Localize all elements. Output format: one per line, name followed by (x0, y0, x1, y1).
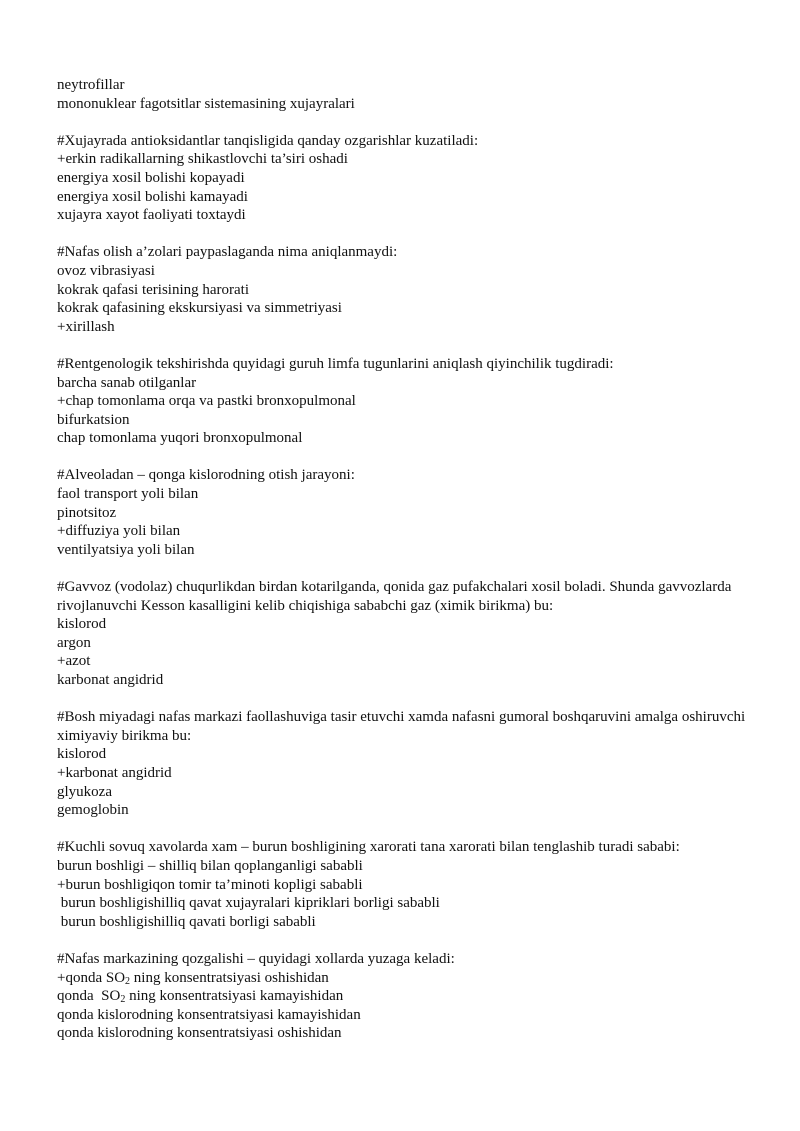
question-block-2 (57, 243, 757, 336)
question-block-7 (57, 838, 757, 931)
answer-option: xujayra xayot faoliyati toxtaydi (57, 207, 246, 224)
question-text: #Kuchli sovuq xavolarda xam – burun boshligining xarorati tana xarorati bilan tenglashib turadi sababi: (57, 839, 680, 856)
subscript-number: 2 (125, 975, 131, 987)
answer-option: energiya xosil bolishi kopayadi (57, 169, 245, 186)
answer-option: kokrak qafasi terisining harorati (57, 281, 250, 298)
answer-option: burun boshligi – shilliq bilan qoplanganligi sababli (57, 857, 363, 874)
question-text: #Nafas olish a’zolari paypaslaganda nima aniqlanmaydi: (57, 244, 398, 261)
answer-option: energiya xosil bolishi kamayadi (57, 188, 248, 205)
answer-option: +azot (57, 653, 91, 670)
question-text: #Bosh miyadagi nafas markazi faollashuviga tasir etuvchi xamda nafasni gumoral boshqaruvini amalga oshiruvchi ximiyaviy birikma bu: (57, 709, 746, 744)
answer-option: argon (57, 634, 91, 651)
answer-option: burun boshligishilliq qavati borligi sababli (57, 913, 316, 930)
answer-option: burun boshligishilliq qavat xujayralari kipriklari borligi sababli (57, 895, 440, 912)
option-text-end: ning konsentratsiyasi kamayishidan (125, 988, 344, 1005)
answer-option: +karbonat angidrid (57, 764, 172, 781)
answer-option: ovoz vibrasiyasi (57, 262, 155, 279)
question-block-3 (57, 355, 757, 448)
answer-option: kislorod (57, 746, 107, 763)
question-block-6 (57, 708, 757, 820)
answer-option: pinotsitoz (57, 504, 117, 521)
question-block-1 (57, 132, 757, 225)
answer-option: +erkin radikallarning shikastlovchi ta’siri oshadi (57, 151, 348, 168)
question-block-5 (57, 578, 757, 690)
answer-option: barcha sanab otilganlar (57, 374, 197, 391)
intro-line: neytrofillar (57, 77, 125, 93)
answer-option: qonda kislorodning konsentratsiyasi oshishidan (57, 1025, 342, 1042)
option-text-start: +qonda SO (57, 969, 126, 986)
answer-option: chap tomonlama yuqori bronxopulmonal (57, 430, 303, 447)
question-block-4 (57, 466, 757, 559)
answer-option: kislorod (57, 616, 107, 633)
intro-block (57, 76, 757, 113)
answer-option (57, 969, 757, 988)
document-page (57, 76, 757, 1061)
subscript-number: 2 (120, 994, 126, 1006)
answer-option: +xirillash (57, 318, 115, 335)
answer-option: kokrak qafasining ekskursiyasi va simmetriyasi (57, 300, 342, 317)
question-text: #Nafas markazining qozgalishi – quyidagi xollarda yuzaga keladi: (57, 950, 455, 967)
answer-option: karbonat angidrid (57, 672, 164, 688)
option-text-end: ning konsentratsiyasi oshishidan (130, 969, 329, 986)
answer-option: bifurkatsion (57, 411, 130, 428)
answer-option: glyukoza (57, 783, 112, 800)
answer-option (57, 987, 757, 1006)
answer-option: +chap tomonlama orqa va pastki bronxopulmonal (57, 393, 356, 410)
answer-option: qonda kislorodning konsentratsiyasi kamayishidan (57, 1006, 361, 1023)
question-text: #Rentgenologik tekshirishda quyidagi guruh limfa tugunlarini aniqlash qiyinchilik tugdiradi: (57, 355, 614, 372)
option-text-start: qonda SO (57, 988, 121, 1005)
answer-option: faol transport yoli bilan (57, 486, 199, 503)
answer-option: +burun boshligiqon tomir ta’minoti kopligi sababli (57, 876, 363, 893)
answer-option: +diffuziya yoli bilan (57, 523, 181, 540)
question-text: #Gavvoz (vodolaz) chuqurlikdan birdan kotarilganda, qonida gaz pufakchalari xosil boladi. Shunda gavvozlarda rivojlanuvchi Kesson kasalligini kelib chiqishiga sababchi gaz (ximik birikma) bu: (57, 579, 732, 614)
answer-option: ventilyatsiya yoli bilan (57, 541, 195, 558)
answer-option: gemoglobin (57, 802, 129, 819)
question-text: #Xujayrada antioksidantlar tanqisligida qanday ozgarishlar kuzatiladi: (57, 132, 479, 149)
question-text: #Alveoladan – qonga kislorodning otish jarayoni: (57, 467, 355, 484)
question-block-8 (57, 950, 757, 1043)
intro-line: mononuklear fagotsitlar sistemasining xujayralari (57, 95, 355, 112)
